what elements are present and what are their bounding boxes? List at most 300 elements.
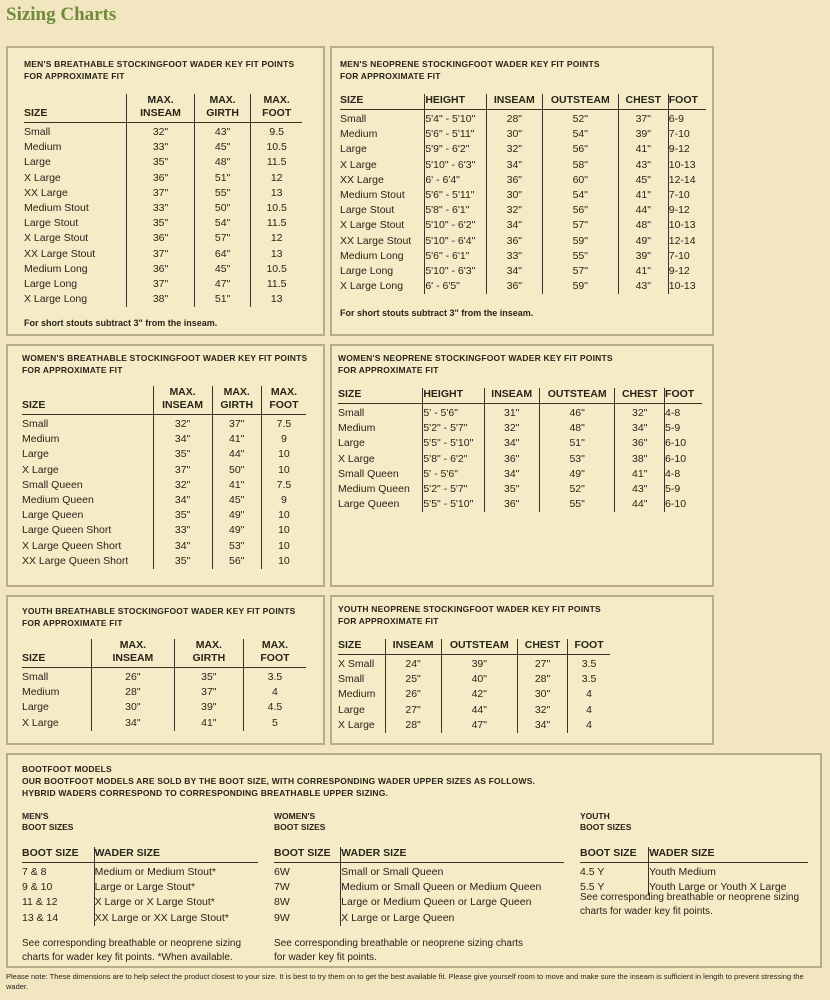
table-cell: 64" <box>194 247 251 262</box>
table-cell: 30" <box>517 687 567 702</box>
table-cell: 51" <box>194 292 251 307</box>
column-header: BOOT SIZE <box>22 847 94 863</box>
header-row <box>22 386 306 415</box>
table-cell: Medium Queen <box>22 494 94 507</box>
table-cell: 49" <box>618 234 668 249</box>
table-cell: 4.5 <box>243 700 306 715</box>
table-row <box>340 158 706 173</box>
boot-sizes-label: BOOT SIZES <box>274 822 326 832</box>
table-cell: X Large <box>338 452 375 465</box>
table-cell: 43" <box>194 123 251 141</box>
table-cell: X Large Stout <box>24 232 89 245</box>
table-cell: 7.5 <box>261 415 306 433</box>
youth-breathable-chart <box>6 595 325 745</box>
column-header: MAX. GIRTH <box>174 639 243 668</box>
table-cell: 5' - 5'6" <box>423 404 484 422</box>
column-header: BOOT SIZE <box>274 847 341 863</box>
short-stout-note: For short stouts subtract 3" from the inseam. <box>340 308 534 318</box>
chart-subtitle: FOR APPROXIMATE FIT <box>338 365 439 375</box>
table-cell: 9.5 <box>251 123 302 141</box>
table-cell: Small <box>338 407 365 419</box>
table-row <box>24 186 302 201</box>
table-cell: Small <box>338 673 365 686</box>
table-cell: X Large <box>338 718 375 731</box>
table-row <box>22 668 306 686</box>
table-cell: 11.5 <box>251 216 302 231</box>
table-cell: XX Large Stout <box>24 247 96 260</box>
table-cell: 5'2" - 5'7" <box>423 482 484 497</box>
table-cell: Medium <box>22 686 60 699</box>
table-cell: 4 <box>243 685 306 700</box>
table-cell: 41" <box>618 264 668 279</box>
table-cell: 10 <box>261 447 306 462</box>
table-cell: 32" <box>153 415 212 433</box>
table-cell: 42" <box>441 687 517 702</box>
table-cell: Medium <box>22 433 60 446</box>
table-cell: 26" <box>92 668 175 686</box>
table-cell: 36" <box>484 452 539 467</box>
table-cell: 39" <box>618 127 668 142</box>
mens-neoprene-chart <box>330 46 714 336</box>
table-cell: 45" <box>194 262 251 277</box>
table-cell: 33" <box>486 249 542 264</box>
table-cell: 37" <box>127 247 195 262</box>
table-cell: 36" <box>127 231 195 246</box>
table-cell: 13 <box>251 247 302 262</box>
table-row <box>340 279 706 294</box>
column-header: MAX. GIRTH <box>212 386 261 415</box>
table-row <box>22 523 306 538</box>
table-cell: 55" <box>539 497 615 512</box>
column-header: INSEAM <box>486 94 542 110</box>
womens-neoprene-chart <box>330 344 714 587</box>
column-header: INSEAM <box>484 388 539 404</box>
table-cell: 7-10 <box>668 249 706 264</box>
table-cell: Small <box>22 671 49 683</box>
table-row <box>22 478 306 493</box>
table-cell: X Large or Large Queen <box>341 911 564 926</box>
table-row <box>24 216 302 231</box>
youth-see-note: See corresponding breathable or neoprene sizing charts for wader key fit points. <box>580 892 800 917</box>
boot-sizes-label: BOOT SIZES <box>580 822 632 832</box>
table-row <box>24 247 302 262</box>
chart-title: WOMEN'S NEOPRENE STOCKINGFOOT WADER KEY FIT POINTS <box>338 353 613 363</box>
table-row <box>274 895 564 910</box>
column-header: SIZE <box>340 94 425 110</box>
column-header: FOOT <box>665 388 702 404</box>
table-cell: 35" <box>153 554 212 569</box>
table-row <box>24 292 302 307</box>
column-header: CHEST <box>517 639 567 655</box>
column-header: MAX. FOOT <box>261 386 306 415</box>
table-cell: 34" <box>517 718 567 733</box>
table-cell: 43" <box>618 279 668 294</box>
table-cell: X Large <box>22 716 59 729</box>
header-row <box>340 94 706 110</box>
table-row <box>24 277 302 292</box>
table-cell: 4 <box>568 687 610 702</box>
table-row <box>274 880 564 895</box>
table-cell: 34" <box>153 432 212 447</box>
table-cell: 53" <box>539 452 615 467</box>
table-cell: 3.5 <box>568 655 610 673</box>
table-cell: Medium Stout <box>340 189 405 202</box>
table-row <box>24 155 302 170</box>
table-cell: 5'2" - 5'7" <box>423 421 484 436</box>
bootfoot-title: BOOTFOOT MODELS <box>22 764 112 774</box>
youth-neoprene-table <box>338 639 610 733</box>
table-cell: Large <box>22 701 49 714</box>
table-cell: 32" <box>127 123 195 141</box>
table-cell: 11.5 <box>251 155 302 170</box>
table-cell: Large <box>22 448 49 461</box>
table-cell: 10-13 <box>668 158 706 173</box>
table-cell: XX Large or XX Large Stout* <box>94 911 258 926</box>
header-row <box>24 94 302 123</box>
table-cell: 9 <box>261 432 306 447</box>
column-header: SIZE <box>22 386 153 415</box>
table-cell: 34" <box>484 467 539 482</box>
table-cell: 34" <box>615 421 665 436</box>
bootfoot-line1: OUR BOOTFOOT MODELS ARE SOLD BY THE BOOT SIZE, WITH CORRESPONDING WADER UPPER SIZES AS FOLLOWS. <box>22 776 536 786</box>
table-cell: 34" <box>153 539 212 554</box>
table-cell: 36" <box>486 173 542 188</box>
table-cell: 50" <box>194 201 251 216</box>
table-cell: 11 & 12 <box>22 896 58 909</box>
table-row <box>24 140 302 155</box>
table-row <box>338 655 610 673</box>
chart-subtitle: FOR APPROXIMATE FIT <box>22 365 123 375</box>
table-cell: 32" <box>486 142 542 157</box>
table-cell: Medium <box>340 128 378 141</box>
column-header: OUTSTEAM <box>542 94 618 110</box>
mens-breathable-table <box>24 94 302 307</box>
table-cell: 39" <box>174 700 243 715</box>
table-cell: 4 <box>568 703 610 718</box>
table-cell: 28" <box>517 672 567 687</box>
column-header: CHEST <box>615 388 665 404</box>
table-cell: 35" <box>127 216 195 231</box>
table-row <box>338 482 702 497</box>
column-header: MAX. INSEAM <box>153 386 212 415</box>
table-cell: 36" <box>484 497 539 512</box>
table-cell: 12-14 <box>668 234 706 249</box>
footer-note: Please note: These dimensions are to help select the product closest to your size. It is best to try them on to get the best available fit. Please give yourself room to move and make sure the inseam is sufficient in length to prevent stressing the wader. <box>6 972 804 991</box>
table-cell: 6-9 <box>668 110 706 128</box>
table-cell: 41" <box>212 478 261 493</box>
table-cell: 48" <box>194 155 251 170</box>
column-header: WADER SIZE <box>649 847 808 863</box>
youth-label: YOUTH <box>580 811 610 821</box>
table-cell: 47" <box>441 718 517 733</box>
table-cell: 38" <box>615 452 665 467</box>
youth-bootfoot-table <box>580 847 808 895</box>
table-cell: 54" <box>542 188 618 203</box>
table-cell: 6W <box>274 866 290 878</box>
table-cell: 49" <box>212 523 261 538</box>
table-cell: Large Stout <box>24 217 79 230</box>
table-cell: X Large or X Large Stout* <box>94 895 258 910</box>
page-title: Sizing Charts <box>6 4 117 25</box>
table-cell: 34" <box>153 493 212 508</box>
table-cell: Youth Large or Youth X Large <box>649 880 808 895</box>
table-cell: 36" <box>486 279 542 294</box>
table-row <box>22 880 258 895</box>
womens-bootfoot-table <box>274 847 564 926</box>
table-cell: 6' - 6'5" <box>425 279 487 294</box>
table-cell: X Large Queen Short <box>22 539 122 552</box>
table-row <box>338 687 610 702</box>
table-cell: Medium <box>24 141 62 154</box>
table-cell: XX Large <box>340 173 384 186</box>
table-cell: 30" <box>486 188 542 203</box>
column-header: MAX. FOOT <box>251 94 302 123</box>
mens-boot-label <box>22 811 73 833</box>
youth-breathable-table <box>22 639 306 731</box>
table-cell: 10.5 <box>251 140 302 155</box>
chart-title: YOUTH NEOPRENE STOCKINGFOOT WADER KEY FIT POINTS <box>338 604 601 614</box>
table-cell: 54" <box>194 216 251 231</box>
header-row <box>338 388 702 404</box>
table-row <box>338 497 702 512</box>
table-row <box>338 703 610 718</box>
column-header: CHEST <box>618 94 668 110</box>
chart-title: MEN'S BREATHABLE STOCKINGFOOT WADER KEY FIT POINTS <box>24 59 295 69</box>
table-cell: 27" <box>385 703 441 718</box>
table-cell: 54" <box>542 127 618 142</box>
table-cell: 30" <box>486 127 542 142</box>
table-cell: 3.5 <box>243 668 306 686</box>
table-cell: X Small <box>338 658 375 670</box>
table-cell: 34" <box>486 264 542 279</box>
table-cell: Small or Small Queen <box>341 863 564 881</box>
table-cell: 53" <box>212 539 261 554</box>
table-cell: 10 <box>261 554 306 569</box>
table-cell: 11.5 <box>251 277 302 292</box>
header-row <box>22 847 258 863</box>
table-cell: Medium Long <box>24 262 88 275</box>
table-cell: 10 <box>261 523 306 538</box>
table-cell: 32" <box>517 703 567 718</box>
table-cell: Large <box>338 703 365 716</box>
table-cell: 37" <box>153 463 212 478</box>
table-cell: Youth Medium <box>649 863 808 881</box>
table-cell: XX Large Stout <box>340 234 412 247</box>
table-row <box>24 231 302 246</box>
table-cell: 7W <box>274 881 290 894</box>
table-cell: 35" <box>174 668 243 686</box>
table-cell: 13 <box>251 292 302 307</box>
table-cell: 9-12 <box>668 203 706 218</box>
table-cell: 37" <box>127 186 195 201</box>
chart-subtitle: FOR APPROXIMATE FIT <box>24 71 125 81</box>
youth-neoprene-chart <box>330 595 714 745</box>
column-header: SIZE <box>338 388 423 404</box>
table-row <box>338 436 702 451</box>
table-row <box>340 249 706 264</box>
chart-subtitle: FOR APPROXIMATE FIT <box>22 618 123 628</box>
table-cell: 6' - 6'4" <box>425 173 487 188</box>
table-row <box>22 685 306 700</box>
table-cell: 32" <box>153 478 212 493</box>
table-cell: 58" <box>542 158 618 173</box>
table-row <box>24 123 302 141</box>
table-cell: 56" <box>542 203 618 218</box>
table-cell: X Large <box>22 463 59 476</box>
table-row <box>22 432 306 447</box>
table-cell: 36" <box>127 171 195 186</box>
table-cell: X Large Long <box>24 293 88 306</box>
table-cell: 28" <box>92 685 175 700</box>
table-cell: Small <box>24 126 51 138</box>
table-cell: Medium Long <box>340 249 404 262</box>
table-cell: 49" <box>212 508 261 523</box>
table-cell: Large or Medium Queen or Large Queen <box>341 895 564 910</box>
table-cell: Small Queen <box>22 478 83 491</box>
table-cell: 49" <box>539 467 615 482</box>
table-cell: 45" <box>194 140 251 155</box>
column-header: SIZE <box>338 639 385 655</box>
table-cell: Medium <box>338 422 376 435</box>
table-cell: Medium <box>338 688 376 701</box>
table-cell: 10.5 <box>251 201 302 216</box>
table-cell: 28" <box>385 718 441 733</box>
table-row <box>274 911 564 926</box>
mens-neoprene-table <box>340 94 706 294</box>
table-cell: Medium Queen <box>338 483 410 496</box>
table-cell: Large <box>24 156 51 169</box>
table-cell: X Large Stout <box>340 219 405 232</box>
table-cell: Medium or Medium Stout* <box>94 863 258 881</box>
column-header: BOOT SIZE <box>580 847 649 863</box>
table-row <box>340 142 706 157</box>
table-cell: 3.5 <box>568 672 610 687</box>
table-cell: 37" <box>212 415 261 433</box>
table-cell: 41" <box>618 188 668 203</box>
table-cell: Small Queen <box>338 467 399 480</box>
table-cell: Medium Stout <box>24 202 89 215</box>
table-cell: 51" <box>539 436 615 451</box>
table-row <box>24 201 302 216</box>
table-cell: 47" <box>194 277 251 292</box>
table-cell: 52" <box>539 482 615 497</box>
table-cell: 26" <box>385 687 441 702</box>
table-cell: 31" <box>484 404 539 422</box>
table-row <box>340 110 706 128</box>
column-header: SIZE <box>22 639 92 668</box>
table-cell: 5'4" - 5'10" <box>425 110 487 128</box>
table-row <box>22 508 306 523</box>
table-row <box>22 463 306 478</box>
table-cell: 34" <box>92 716 175 731</box>
table-row <box>22 554 306 569</box>
table-cell: 39" <box>618 249 668 264</box>
table-row <box>24 262 302 277</box>
bootfoot-line2: HYBRID WADERS CORRESPOND TO CORRESPONDING BREATHABLE UPPER SIZING. <box>22 788 389 798</box>
table-cell: X Large Long <box>340 280 404 293</box>
table-cell: Large Queen Short <box>22 524 112 537</box>
table-cell: 59" <box>542 279 618 294</box>
table-cell: 5' - 5'6" <box>423 467 484 482</box>
mens-bootfoot-table <box>22 847 258 926</box>
chart-title: YOUTH BREATHABLE STOCKINGFOOT WADER KEY FIT POINTS <box>22 606 296 616</box>
table-cell: 32" <box>484 421 539 436</box>
table-cell: 33" <box>127 140 195 155</box>
table-cell: 35" <box>153 508 212 523</box>
column-header: OUTSTEAM <box>539 388 615 404</box>
womens-label: WOMEN'S <box>274 811 316 821</box>
table-row <box>580 863 808 881</box>
table-cell: 43" <box>615 482 665 497</box>
mens-breathable-chart <box>6 46 325 336</box>
table-cell: 37" <box>174 685 243 700</box>
table-row <box>22 493 306 508</box>
table-cell: 59" <box>542 234 618 249</box>
womens-breathable-chart <box>6 344 325 587</box>
table-row <box>340 218 706 233</box>
table-cell: 5-9 <box>665 421 702 436</box>
table-cell: 24" <box>385 655 441 673</box>
womens-neoprene-table <box>338 388 702 512</box>
table-cell: 13 <box>251 186 302 201</box>
table-cell: 27" <box>517 655 567 673</box>
table-cell: 44" <box>615 497 665 512</box>
table-cell: 36" <box>127 262 195 277</box>
table-cell: Large Stout <box>340 204 395 217</box>
header-row <box>580 847 808 863</box>
table-row <box>340 173 706 188</box>
table-cell: 56" <box>542 142 618 157</box>
table-cell: 36" <box>486 234 542 249</box>
table-row <box>340 188 706 203</box>
table-cell: 6-10 <box>665 452 702 467</box>
table-cell: 5'5" - 5'10" <box>423 436 484 451</box>
table-cell: 13 & 14 <box>22 911 59 924</box>
table-cell: 10 <box>261 508 306 523</box>
table-row <box>338 718 610 733</box>
table-cell: 37" <box>618 110 668 128</box>
table-cell: 4.5 Y <box>580 866 605 878</box>
column-header: INSEAM <box>385 639 441 655</box>
table-cell: 36" <box>615 436 665 451</box>
table-cell: 35" <box>153 447 212 462</box>
table-cell: 38" <box>127 292 195 307</box>
boot-sizes-label: BOOT SIZES <box>22 822 74 832</box>
table-cell: 33" <box>153 523 212 538</box>
table-row <box>22 539 306 554</box>
table-cell: 7-10 <box>668 188 706 203</box>
table-cell: 6-10 <box>665 436 702 451</box>
womens-see-note: See corresponding breathable or neoprene sizing charts for wader key fit points. <box>274 938 524 963</box>
table-cell: 46" <box>539 404 615 422</box>
table-cell: 41" <box>618 142 668 157</box>
table-cell: 37" <box>127 277 195 292</box>
column-header: MAX. GIRTH <box>194 94 251 123</box>
table-row <box>22 911 258 926</box>
table-cell: 34" <box>486 218 542 233</box>
table-cell: 32" <box>486 203 542 218</box>
table-cell: 50" <box>212 463 261 478</box>
table-cell: 10-13 <box>668 279 706 294</box>
table-cell: 8W <box>274 896 290 909</box>
mens-label: MEN'S <box>22 811 49 821</box>
table-cell: 56" <box>212 554 261 569</box>
table-cell: X Large <box>24 171 61 184</box>
table-cell: 44" <box>618 203 668 218</box>
table-cell: 7-10 <box>668 127 706 142</box>
chart-subtitle: FOR APPROXIMATE FIT <box>338 616 439 626</box>
table-cell: 41" <box>212 432 261 447</box>
